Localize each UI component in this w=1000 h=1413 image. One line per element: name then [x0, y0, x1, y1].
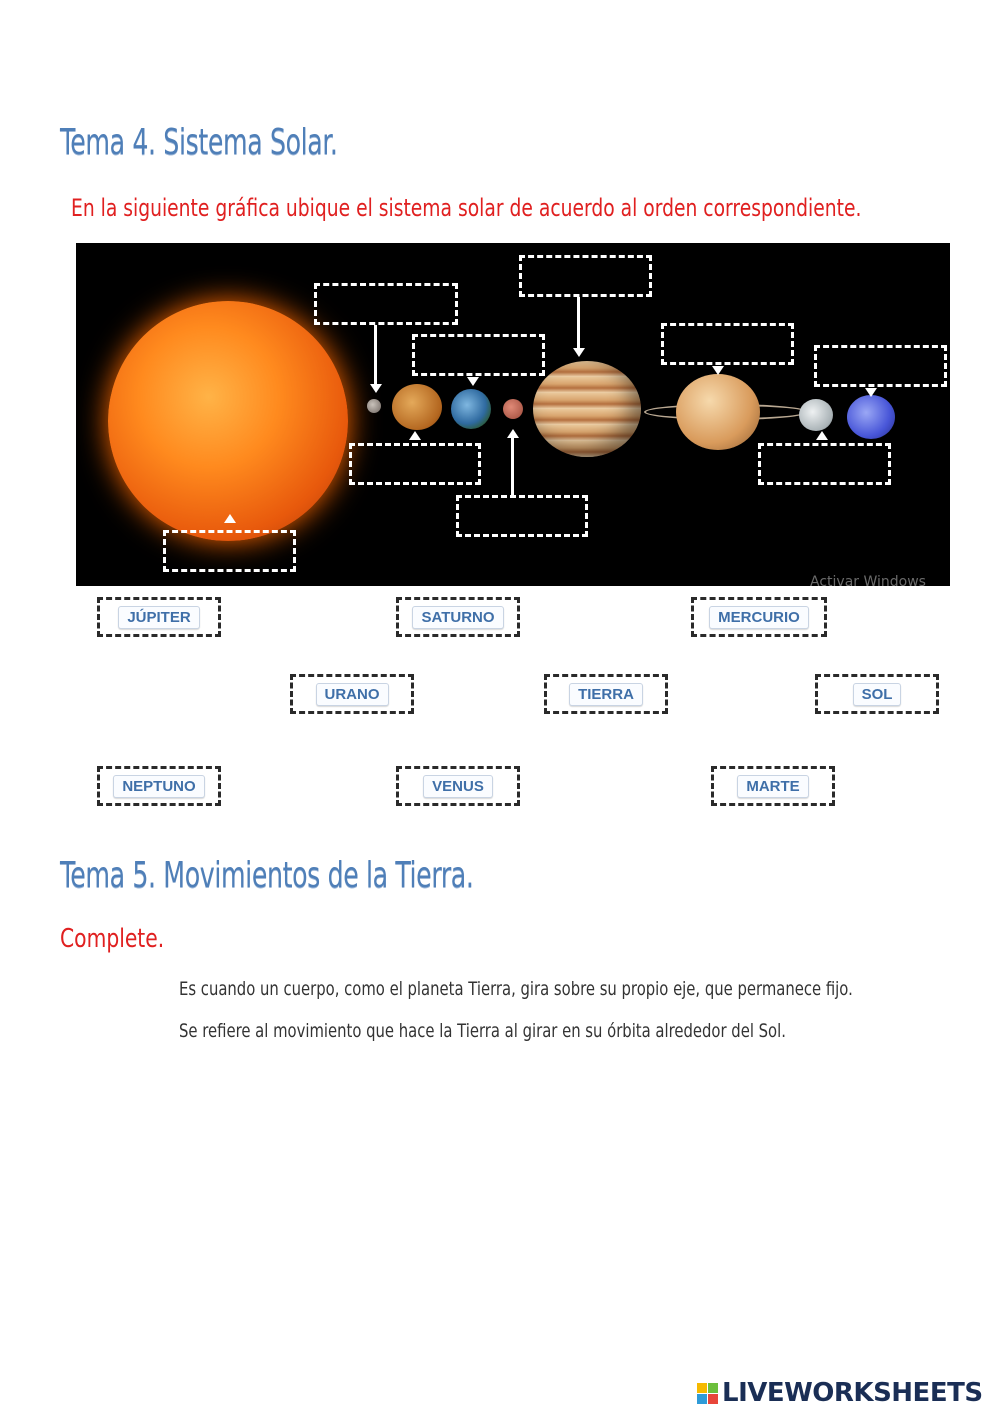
word-card[interactable] [97, 597, 221, 637]
arrow-down-icon [467, 377, 479, 386]
venus-image [392, 384, 442, 430]
word-card-label: JÚPITER [118, 606, 199, 629]
tema5-instruction: Complete. [60, 924, 165, 954]
arrow-up-icon [816, 431, 828, 440]
arrow-line [374, 325, 377, 385]
word-card[interactable] [396, 766, 520, 806]
tema4-instruction: En la siguiente gráfica ubique el sistema solar de acuerdo al orden correspondiente. [71, 194, 862, 222]
drop-box-venus[interactable] [349, 443, 481, 485]
arrow-down-icon [573, 348, 585, 357]
arrow-up-icon [507, 429, 519, 438]
arrow-down-icon [370, 384, 382, 393]
word-card[interactable] [691, 597, 827, 637]
arrow-down-icon [712, 366, 724, 375]
word-card[interactable] [290, 674, 414, 714]
word-card-label: TIERRA [569, 683, 643, 706]
word-card-label: MERCURIO [709, 606, 809, 629]
tema5-title: Tema 5. Movimientos de la Tierra. [60, 855, 474, 896]
drop-box-sun[interactable] [163, 530, 296, 572]
word-card[interactable] [97, 766, 221, 806]
drop-box-uranus[interactable] [758, 443, 891, 485]
sun-image [108, 301, 348, 541]
word-card[interactable] [711, 766, 835, 806]
drop-box-mars[interactable] [456, 495, 588, 537]
uranus-image [799, 399, 833, 431]
word-card[interactable] [544, 674, 668, 714]
windows-activation-watermark: Activar Windows [810, 574, 926, 586]
word-card-label: URANO [316, 683, 389, 706]
tema4-title: Tema 4. Sistema Solar. [60, 122, 338, 163]
drop-box-jupiter[interactable] [519, 255, 652, 297]
word-card[interactable] [396, 597, 520, 637]
logo-mark-icon [697, 1383, 718, 1404]
drop-box-mercury[interactable] [314, 283, 458, 325]
arrow-down-icon [865, 388, 877, 397]
logo-text: LIVEWORKSHEETS [722, 1378, 983, 1408]
drop-box-earth[interactable] [412, 334, 545, 376]
sentence-translation: Se refiere al movimiento que hace la Tierra al girar en su órbita alrededor del Sol. [179, 1020, 786, 1042]
word-card-label: NEPTUNO [113, 775, 204, 798]
word-card-label: SATURNO [412, 606, 503, 629]
arrow-up-icon [409, 431, 421, 440]
word-card-label: SOL [853, 683, 902, 706]
word-card-label: MARTE [737, 775, 808, 798]
sentence-rotation: Es cuando un cuerpo, como el planeta Tierra, gira sobre su propio eje, que permanece fijo. [179, 978, 853, 1000]
jupiter-image [533, 361, 641, 457]
saturn-image [676, 374, 760, 450]
mars-image [503, 399, 523, 419]
drop-box-saturn[interactable] [661, 323, 794, 365]
arrow-up-icon [224, 514, 236, 523]
earth-image [451, 389, 491, 429]
word-card[interactable] [815, 674, 939, 714]
arrow-line [511, 437, 514, 495]
mercury-image [367, 399, 381, 413]
drop-box-neptune[interactable] [814, 345, 947, 387]
liveworksheets-logo [697, 1378, 983, 1408]
solar-system-image [76, 243, 950, 586]
arrow-line [577, 297, 580, 349]
neptune-image [847, 395, 895, 439]
word-card-label: VENUS [423, 775, 493, 798]
